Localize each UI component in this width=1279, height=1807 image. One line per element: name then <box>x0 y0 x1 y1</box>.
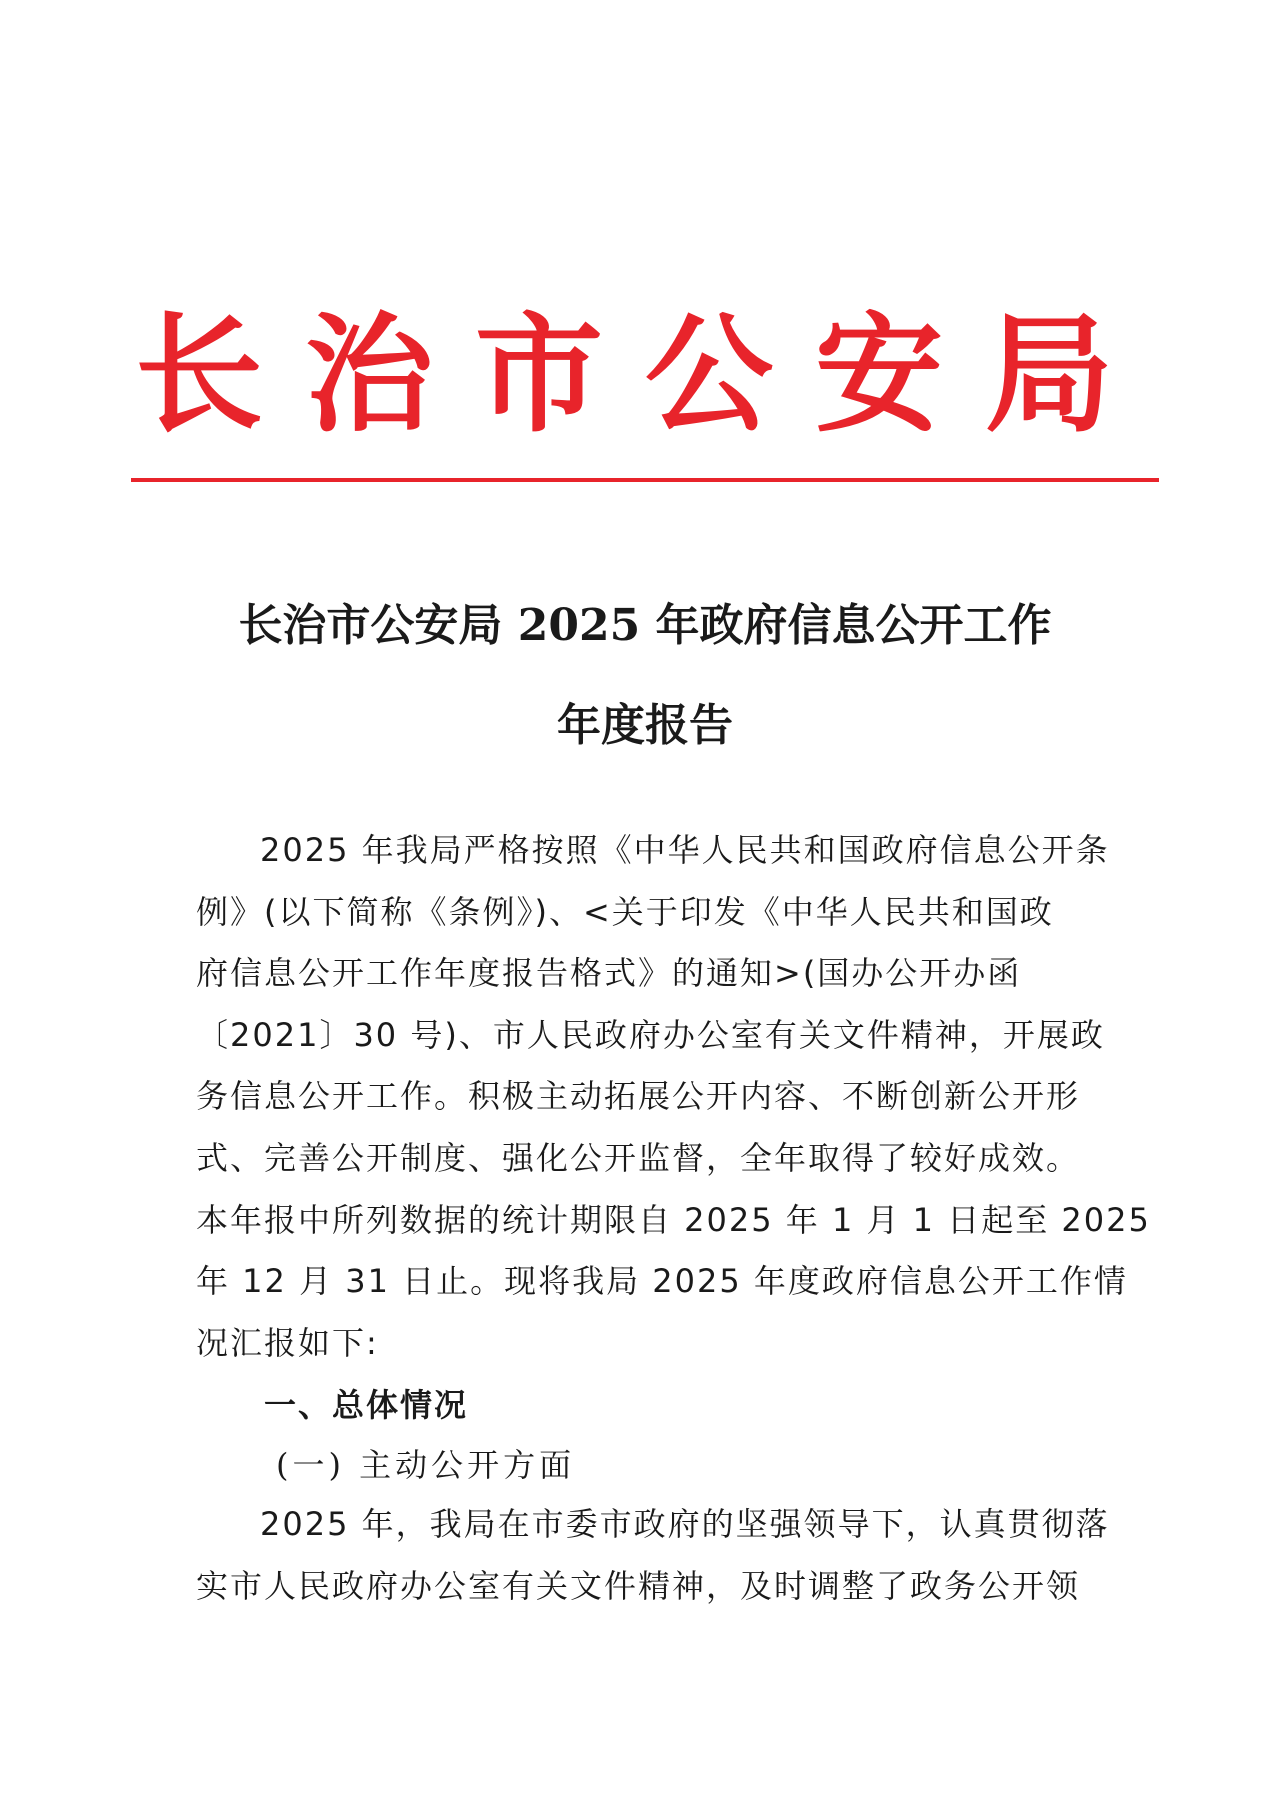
masthead-issuer-name: 长治市公安局 <box>134 300 1155 450</box>
subsection-heading-proactive-disclosure: (一) 主动公开方面 <box>276 1446 576 1484</box>
paragraph-line: 况汇报如下: <box>196 1323 379 1362</box>
proactive-disclosure-paragraph <box>196 1494 1110 1617</box>
paragraph-line: 本年报中所列数据的统计期限自 2025 年 1 月 1 日起至 2025 <box>196 1200 1151 1239</box>
masthead-red-rule <box>131 478 1159 482</box>
paragraph-line: 式、完善公开制度、强化公开监督，全年取得了较好成效。 <box>196 1138 1081 1177</box>
paragraph-line: 年 12 月 31 日止。现将我局 2025 年度政府信息公开工作情 <box>196 1262 1128 1301</box>
report-title-line-1: 长治市公安局 2025 年政府信息公开工作 <box>238 600 1052 651</box>
paragraph-line: 2025 年我局严格按照《中华人民共和国政府信息公开条 <box>260 831 1110 869</box>
intro-paragraph <box>196 820 1151 1374</box>
paragraph-line: 府信息公开工作年度报告格式》的通知>(国办公开办函 <box>196 954 1022 993</box>
report-title-line-2: 年度报告 <box>557 700 733 751</box>
section-heading-overview: 一、总体情况 <box>264 1386 469 1424</box>
paragraph-line: 例》(以下简称《条例》)、<关于印发《中华人民共和国政 <box>196 892 1054 931</box>
paragraph-line: 务信息公开工作。积极主动拓展公开内容、不断创新公开形 <box>196 1077 1081 1116</box>
paragraph-line: 2025 年，我局在市委市政府的坚强领导下，认真贯彻落 <box>260 1505 1110 1543</box>
paragraph-line: 实市人民政府办公室有关文件精神，及时调整了政务公开领 <box>196 1566 1081 1605</box>
paragraph-line: 〔2021〕30 号)、市人民政府办公室有关文件精神，开展政 <box>196 1015 1105 1054</box>
